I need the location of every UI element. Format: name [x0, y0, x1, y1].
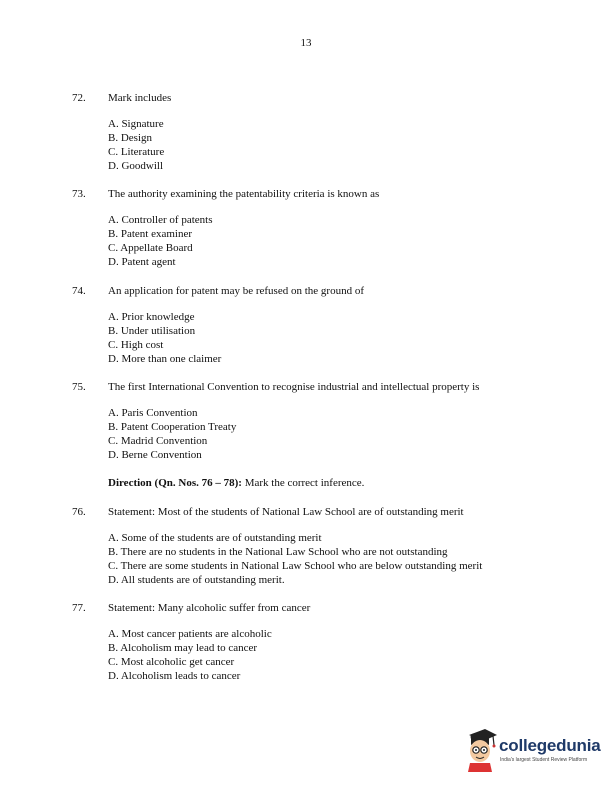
option: C. Appellate Board	[108, 242, 193, 254]
option: C. Most alcoholic get cancer	[108, 656, 235, 668]
option: C. There are some students in National Law School who are below outstanding merit	[108, 560, 483, 572]
option: D. Berne Convention	[108, 449, 202, 461]
question-text: Statement: Most of the students of National Law School are of outstanding merit	[108, 506, 464, 518]
option: C. Madrid Convention	[108, 435, 208, 447]
option: B. Patent Cooperation Treaty	[108, 421, 237, 433]
options-list	[108, 627, 272, 683]
option: D. All students are of outstanding merit.	[108, 574, 285, 586]
option: D. Alcoholism leads to cancer	[108, 670, 241, 682]
option: D. Patent agent	[108, 256, 176, 268]
student-mascot-icon	[463, 727, 499, 773]
options-list	[108, 310, 221, 366]
logo-tagline: India's largest Student Review Platform	[500, 757, 588, 763]
option: A. Paris Convention	[108, 407, 198, 419]
question-number: 76.	[72, 506, 86, 518]
logo-wordmark: collegedunia	[499, 736, 601, 755]
option: C. High cost	[108, 339, 164, 351]
question-number: 73.	[72, 188, 86, 200]
page-number: 13	[300, 37, 312, 49]
question-number: 75.	[72, 381, 86, 393]
option: B. Under utilisation	[108, 325, 196, 337]
question-text: An application for patent may be refused on the ground of	[108, 285, 364, 297]
option: A. Controller of patents	[108, 214, 213, 226]
options-list	[108, 213, 212, 269]
question-number: 72.	[72, 92, 86, 104]
option: D. More than one claimer	[108, 353, 222, 365]
option: B. Design	[108, 132, 152, 144]
option: A. Prior knowledge	[108, 311, 195, 323]
collegedunia-logo	[463, 727, 599, 773]
options-list	[108, 531, 482, 587]
direction-label: Direction (Qn. Nos. 76 – 78):	[108, 477, 242, 489]
direction-text: Mark the correct inference.	[241, 477, 365, 489]
question-text: Statement: Many alcoholic suffer from cancer	[108, 602, 311, 614]
question-text: Mark includes	[108, 92, 172, 104]
question-text: The authority examining the patentability criteria is known as	[108, 188, 380, 200]
option: B. Alcoholism may lead to cancer	[108, 642, 258, 654]
question-number: 74.	[72, 285, 86, 297]
option: A. Signature	[108, 118, 164, 130]
options-list	[108, 117, 164, 173]
question-text: The first International Convention to recognise industrial and intellectual property is	[108, 381, 480, 393]
option: C. Literature	[108, 146, 165, 158]
direction-note	[108, 477, 364, 489]
option: D. Goodwill	[108, 160, 163, 172]
question-number: 77.	[72, 602, 86, 614]
option: B. There are no students in the National Law School who are not outstanding	[108, 546, 448, 558]
option: B. Patent examiner	[108, 228, 193, 240]
option: A. Most cancer patients are alcoholic	[108, 628, 272, 640]
option: A. Some of the students are of outstanding merit	[108, 532, 322, 544]
options-list	[108, 406, 236, 462]
